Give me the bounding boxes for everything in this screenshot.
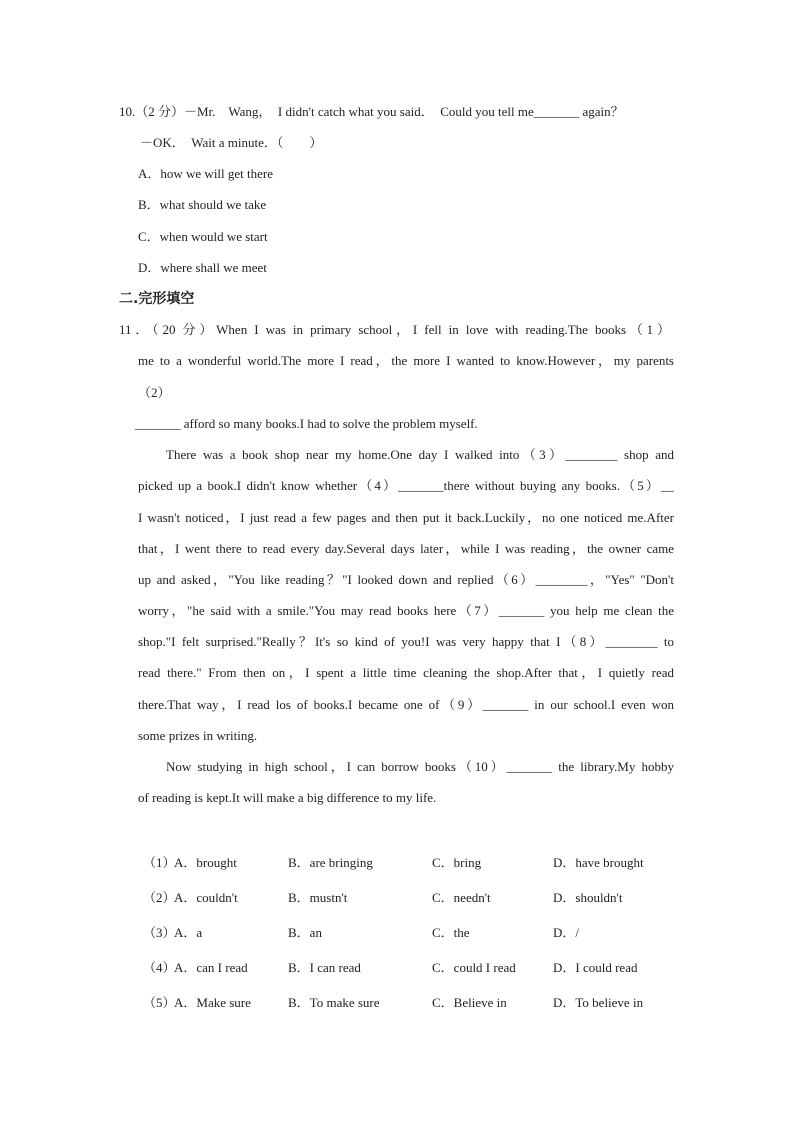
q11-line: I wasn't noticed，I just read a few pages and then put it back.Luckily，no one noticed me.After xyxy=(138,510,674,525)
q11-line: of reading is kept.It will make a big difference to my life. xyxy=(138,790,437,805)
choice-option-d: D．shouldn't xyxy=(553,890,623,905)
choice-option-a: A．can I read xyxy=(174,960,248,975)
q10-option-c: C．when would we start xyxy=(138,229,268,244)
choice-option-c: C．bring xyxy=(432,855,482,870)
q11-line: There was a book shop near my home.One day I walked into（3）________ shop and xyxy=(166,447,674,462)
choice-number: （3） xyxy=(143,925,176,940)
q11-line: that，I went there to read every day.Several days later，while I was reading，the owner came xyxy=(138,541,674,556)
q10-option-b: B．what should we take xyxy=(138,197,267,212)
choice-option-d: D．I could read xyxy=(553,960,638,975)
choice-option-a: A．brought xyxy=(174,855,237,870)
choice-option-d: D．/ xyxy=(553,925,580,940)
choice-option-c: C．needn't xyxy=(432,890,491,905)
q10-stem-reply: －OK． Wait a minute．（ ） xyxy=(140,135,323,150)
q10-stem: 10.（2 分）－Mr. Wang， I didn't catch what you said． Could you tell me_______ again？ xyxy=(119,104,624,119)
q11-line: 11．（20 分）When I was in primary school，I fell in love with reading.The books（1） xyxy=(119,322,670,337)
q10-option-a: A．how we will get there xyxy=(138,166,274,181)
q11-line: read there." From then on，I spent a little time cleaning the shop.After that，I quietly read xyxy=(138,665,674,680)
q11-line: _______ afford so many books.I had to solve the problem myself. xyxy=(135,416,478,431)
choice-row-1 xyxy=(0,854,794,872)
q10-option-d: D．where shall we meet xyxy=(138,260,267,275)
q11-line: （2） xyxy=(138,385,171,400)
q11-line: up and asked，"You like reading？"I looked down and replied（6）________，"Yes" "Don't xyxy=(138,572,674,587)
choice-row-5 xyxy=(0,994,794,1012)
choice-option-c: C．could I read xyxy=(432,960,516,975)
q11-line: some prizes in writing. xyxy=(138,728,258,743)
choice-number: （4） xyxy=(143,960,176,975)
q11-line: picked up a book.I didn't know whether（4）_______there without buying any books.（5）__ xyxy=(138,478,674,493)
choice-row-2 xyxy=(0,889,794,907)
choice-row-3 xyxy=(0,924,794,942)
choice-option-b: B．are bringing xyxy=(288,855,373,870)
choice-option-a: A．couldn't xyxy=(174,890,238,905)
choice-number: （1） xyxy=(143,855,176,870)
section-title: 二.完形填空 xyxy=(119,291,195,307)
choice-option-b: B．mustn't xyxy=(288,890,348,905)
choice-option-d: D．To believe in xyxy=(553,995,644,1010)
q11-line: Now studying in high school，I can borrow books（10）_______ the library.My hobby xyxy=(166,759,674,774)
choice-option-c: C．the xyxy=(432,925,470,940)
q11-line: me to a wonderful world.The more I read，the more I wanted to know.However，my parents xyxy=(138,353,674,368)
choice-number: （5） xyxy=(143,995,176,1010)
choice-option-d: D．have brought xyxy=(553,855,644,870)
choice-option-a: A．Make sure xyxy=(174,995,251,1010)
q11-line: shop."I felt surprised."Really？It's so kind of you!I was very happy that I（8）________ to xyxy=(138,634,674,649)
choice-number: （2） xyxy=(143,890,176,905)
choice-row-4 xyxy=(0,959,794,977)
choice-option-c: C．Believe in xyxy=(432,995,507,1010)
q11-line: there.That way，I read los of books.I became one of（9）_______ in our school.I even won xyxy=(138,697,674,712)
choice-option-a: A．a xyxy=(174,925,203,940)
choice-option-b: B．I can read xyxy=(288,960,361,975)
choice-option-b: B．an xyxy=(288,925,322,940)
choice-option-b: B．To make sure xyxy=(288,995,380,1010)
q11-line: worry，"he said with a smile."You may read books here（7）_______ you help me clean the xyxy=(138,603,674,618)
